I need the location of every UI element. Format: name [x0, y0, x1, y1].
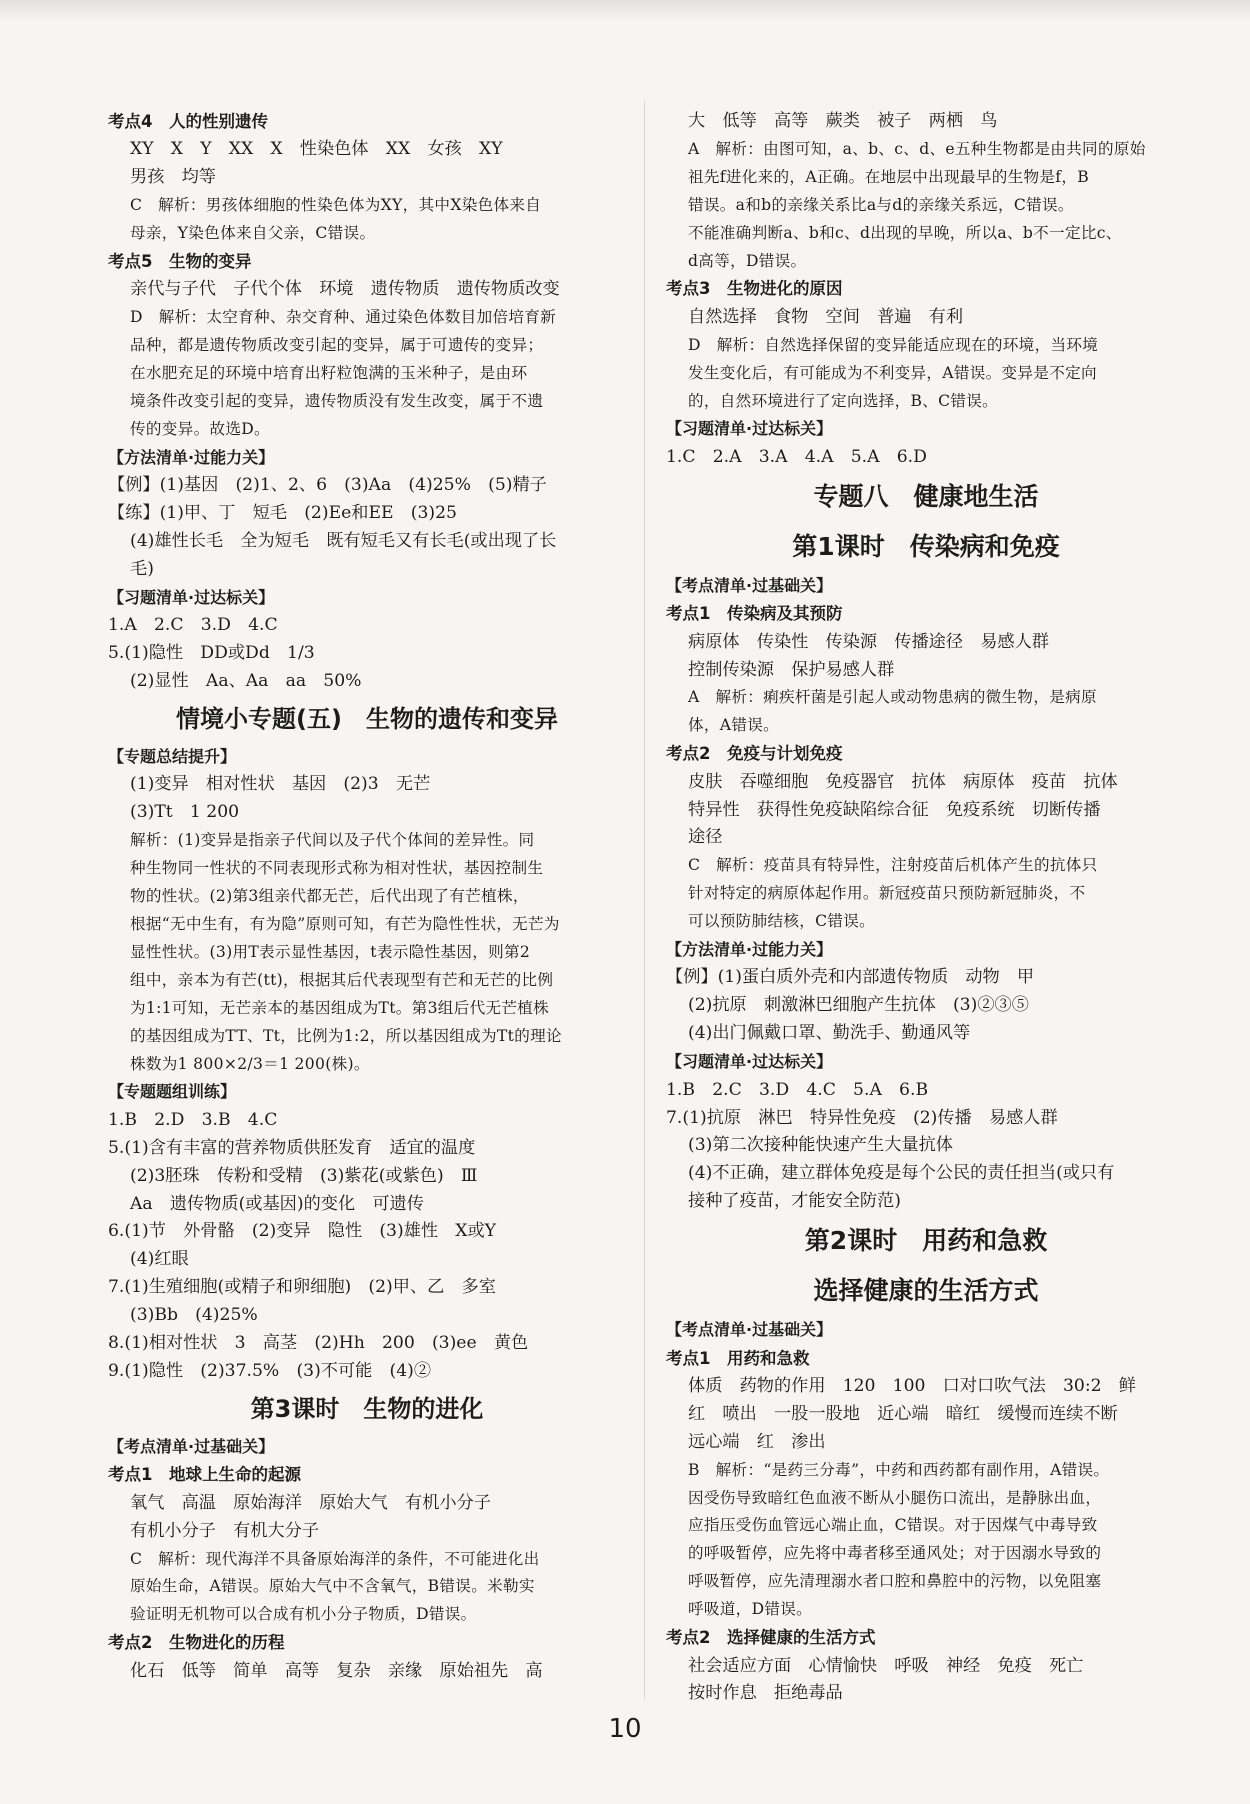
text-line: 错误。a和b的亲缘关系比a与d的亲缘关系远，C错误。: [688, 195, 1074, 214]
section-tag: 【考点清单·过基础关】: [108, 1436, 275, 1456]
section-tag: 【方法清单·过能力关】: [108, 447, 275, 467]
section-tag: 【习题清单·过达标关】: [108, 587, 275, 607]
text-line: 的，自然环境进行了定向选择，B、C错误。: [688, 391, 999, 410]
section-heading: 考点2 生物进化的历程: [108, 1633, 285, 1653]
right-column: [666, 108, 1186, 1708]
chapter-title: 情境小专题(五) 生物的遗传和变异: [176, 705, 558, 734]
text-line: (1)变异 相对性状 基因 (2)3 无芒: [130, 774, 431, 795]
text-line: (4)出门佩戴口罩、勤洗手、勤通风等: [688, 1023, 971, 1044]
page-top-shadow: [0, 0, 1250, 22]
text-line: D 解析：自然选择保留的变异能适应现在的环境，当环境: [688, 335, 1099, 354]
section-heading: 考点5 生物的变异: [108, 252, 252, 272]
chapter-title: 专题八 健康地生活: [813, 481, 1039, 511]
text-line: 远心端 红 渗出: [688, 1431, 826, 1452]
text-line: 皮肤 吞噬细胞 免疫器官 抗体 病原体 疫苗 抗体: [688, 771, 1118, 792]
text-line: 化石 低等 简单 高等 复杂 亲缘 原始祖先 高: [130, 1660, 543, 1681]
text-line: Aa 遗传物质(或基因)的变化 可遗传: [130, 1193, 424, 1214]
text-line: 发生变化后，有可能成为不利变异，A错误。变异是不定向: [688, 363, 1097, 382]
text-line: 社会适应方面 心情愉快 呼吸 神经 免疫 死亡: [688, 1655, 1084, 1676]
section-heading: 考点1 用药和急救: [666, 1348, 810, 1368]
text-line: 解析：(1)变异是指亲子代间以及子代个体间的差异性。同: [130, 831, 535, 850]
text-line: 验证明无机物可以合成有机小分子物质，D错误。: [130, 1605, 477, 1624]
text-line: (3)第二次接种能快速产生大量抗体: [688, 1135, 953, 1156]
text-line: D 解析：太空育种、杂交育种、通过染色体数目加倍培育新: [130, 308, 557, 327]
text-line: 的呼吸暂停，应先将中毒者移至通风处；对于因溺水导致的: [688, 1544, 1102, 1563]
chapter-title: 第1课时 传染病和免疫: [792, 531, 1060, 561]
text-line: 种生物同一性状的不同表现形式称为相对性状，基因控制生: [130, 859, 544, 878]
text-line: C 解析：现代海洋不具备原始海洋的条件，不可能进化出: [130, 1549, 540, 1568]
text-line: (2)抗原 刺激淋巴细胞产生抗体 (3)②③⑤: [688, 995, 1029, 1016]
text-line: B 解析：“是药三分毒”，中药和西药都有副作用，A错误。: [688, 1460, 1110, 1479]
left-column: [108, 108, 626, 1686]
text-line: 株数为1 800×2/3＝1 200(株)。: [130, 1054, 370, 1073]
text-line: 的基因组成为TT、Tt，比例为1:2，所以基因组成为Tt的理论: [130, 1026, 562, 1045]
text-line: 为1:1可知，无芒亲本的基因组成为Tt。第3组后代无芒植株: [130, 998, 550, 1017]
text-line: 母亲，Y染色体来自父亲，C错误。: [130, 224, 376, 243]
text-line: 病原体 传染性 传染源 传播途径 易感人群: [688, 631, 1049, 652]
text-line: 1.C 2.A 3.A 4.A 5.A 6.D: [666, 446, 927, 467]
text-line: (3)Tt 1 200: [130, 802, 240, 823]
text-line: 9.(1)隐性 (2)37.5% (3)不可能 (4)②: [108, 1360, 432, 1381]
text-line: 在水肥充足的环境中培育出籽粒饱满的玉米种子，是由环: [130, 364, 528, 383]
text-line: (3)Bb (4)25%: [130, 1305, 258, 1326]
text-line: 5.(1)隐性 DD或Dd 1/3: [108, 643, 315, 664]
text-line: 不能准确判断a、b和c、d出现的早晚，所以a、b不一定比c、: [688, 223, 1122, 242]
text-line: d高等，D错误。: [688, 251, 807, 270]
text-line: 5.(1)含有丰富的营养物质供胚发育 适宜的温度: [108, 1137, 476, 1158]
text-line: (4)不正确，建立群体免疫是每个公民的责任担当(或只有: [688, 1163, 1115, 1184]
text-line: 1.B 2.C 3.D 4.C 5.A 6.B: [666, 1079, 929, 1100]
text-line: A 解析：痢疾杆菌是引起人或动物患病的微生物，是病原: [688, 688, 1097, 707]
text-line: 亲代与子代 子代个体 环境 遗传物质 遗传物质改变: [130, 279, 560, 300]
text-line: 根据“无中生有，有为隐”原则可知，有芒为隐性性状，无芒为: [130, 914, 560, 933]
section-heading: 考点1 地球上生命的起源: [108, 1465, 301, 1485]
text-line: 组中，亲本为有芒(tt)，根据其后代表现型有芒和无芒的比例: [130, 970, 554, 989]
section-tag: 【考点清单·过基础关】: [666, 1320, 833, 1340]
chapter-title: 第2课时 用药和急救: [804, 1226, 1048, 1256]
text-line: 品种，都是遗传物质改变引起的变异，属于可遗传的变异；: [130, 336, 544, 355]
section-tag: 【专题题组训练】: [108, 1082, 237, 1102]
text-line: 1.B 2.D 3.B 4.C: [108, 1109, 278, 1130]
text-line: 男孩 均等: [130, 167, 216, 188]
text-line: C 解析：男孩体细胞的性染色体为XY，其中X染色体来自: [130, 196, 542, 215]
text-line: C 解析：疫苗具有特异性，注射疫苗后机体产生的抗体只: [688, 856, 1098, 875]
text-line: 特异性 获得性免疫缺陷综合征 免疫系统 切断传播: [688, 799, 1101, 820]
text-line: 有机小分子 有机大分子: [130, 1520, 320, 1541]
page-number: 10: [608, 1714, 642, 1744]
text-line: 呼吸暂停，应先清理溺水者口腔和鼻腔中的污物，以免阻塞: [688, 1572, 1102, 1591]
text-line: 【例】(1)蛋白质外壳和内部遗传物质 动物 甲: [666, 967, 1035, 988]
text-line: 6.(1)节 外骨骼 (2)变异 隐性 (3)雄性 X或Y: [108, 1221, 497, 1242]
text-line: 自然选择 食物 空间 普遍 有利: [688, 306, 964, 327]
section-heading: 考点1 传染病及其预防: [666, 604, 843, 624]
text-line: 1.A 2.C 3.D 4.C: [108, 615, 278, 636]
text-line: 祖先f进化来的，A正确。在地层中出现最早的生物是f，B: [688, 167, 1090, 186]
section-tag: 【习题清单·过达标关】: [666, 1052, 833, 1072]
text-line: 毛): [130, 559, 154, 579]
section-heading: 考点2 选择健康的生活方式: [666, 1628, 876, 1648]
text-line: (4)雄性长毛 全为短毛 既有短毛又有长毛(或出现了长: [130, 531, 557, 552]
text-line: 接种了疫苗，才能安全防范): [688, 1191, 901, 1212]
text-line: 可以预防肺结核，C错误。: [688, 912, 876, 931]
text-line: XY X Y XX X 性染色体 XX 女孩 XY: [130, 139, 503, 160]
text-line: 境条件改变引起的变异，遗传物质没有发生改变，属于不遗: [130, 392, 544, 411]
section-heading: 考点2 免疫与计划免疫: [666, 744, 843, 764]
text-line: 红 喷出 一股一股地 近心端 暗红 缓慢而连续不断: [688, 1403, 1118, 1424]
text-line: A 解析：由图可知，a、b、c、d、e五种生物都是由共同的原始: [688, 139, 1146, 158]
text-line: 控制传染源 保护易感人群: [688, 659, 895, 680]
text-line: 氧气 高温 原始海洋 原始大气 有机小分子: [130, 1492, 491, 1513]
section-tag: 【考点清单·过基础关】: [666, 575, 833, 595]
text-line: 传的变异。故选D。: [130, 419, 270, 438]
column-divider: [644, 100, 645, 1700]
text-line: 途径: [688, 827, 723, 848]
section-heading: 考点3 生物进化的原因: [666, 279, 843, 299]
section-tag: 【专题总结提升】: [108, 747, 237, 767]
text-line: (4)红眼: [130, 1249, 189, 1270]
text-line: 7.(1)生殖细胞(或精子和卵细胞) (2)甲、乙 多室: [108, 1277, 496, 1298]
chapter-title: 选择健康的生活方式: [813, 1276, 1039, 1306]
text-line: 【例】(1)基因 (2)1、2、6 (3)Aa (4)25% (5)精子: [108, 475, 547, 496]
text-line: 8.(1)相对性状 3 高茎 (2)Hh 200 (3)ee 黄色: [108, 1333, 529, 1354]
text-line: 体质 药物的作用 120 100 口对口吹气法 30:2 鲜: [688, 1375, 1136, 1396]
text-line: 显性性状。(3)用T表示显性基因，t表示隐性基因，则第2: [130, 942, 531, 961]
text-line: 【练】(1)甲、丁 短毛 (2)Ee和EE (3)25: [108, 503, 457, 524]
text-line: 因受伤导致暗红色血液不断从小腿伤口流出，是静脉出血，: [688, 1488, 1102, 1507]
text-line: 呼吸道，D错误。: [688, 1600, 813, 1619]
section-tag: 【方法清单·过能力关】: [666, 940, 833, 960]
section-heading: 考点4 人的性别遗传: [108, 112, 268, 131]
text-line: (2)显性 Aa、Aa aa 50%: [130, 671, 362, 692]
text-line: 体，A错误。: [688, 716, 780, 735]
text-line: 7.(1)抗原 淋巴 特异性免疫 (2)传播 易感人群: [666, 1107, 1058, 1128]
text-line: 按时作息 拒绝毒品: [688, 1683, 843, 1704]
text-line: 针对特定的病原体起作用。新冠疫苗只预防新冠肺炎，不: [688, 884, 1086, 903]
chapter-title: 第3课时 生物的进化: [250, 1394, 484, 1423]
text-line: 应指压受伤血管远心端止血，C错误。对于因煤气中毒导致: [688, 1516, 1098, 1535]
text-line: 物的性状。(2)第3组亲代都无芒，后代出现了有芒植株，: [130, 887, 529, 906]
text-line: 大 低等 高等 蕨类 被子 两栖 鸟: [688, 111, 998, 131]
text-line: 原始生命，A错误。原始大气中不含氧气，B错误。米勒实: [130, 1577, 535, 1596]
text-line: (2)3胚珠 传粉和受精 (3)紫花(或紫色) Ⅲ: [130, 1165, 478, 1186]
section-tag: 【习题清单·过达标关】: [666, 419, 833, 439]
